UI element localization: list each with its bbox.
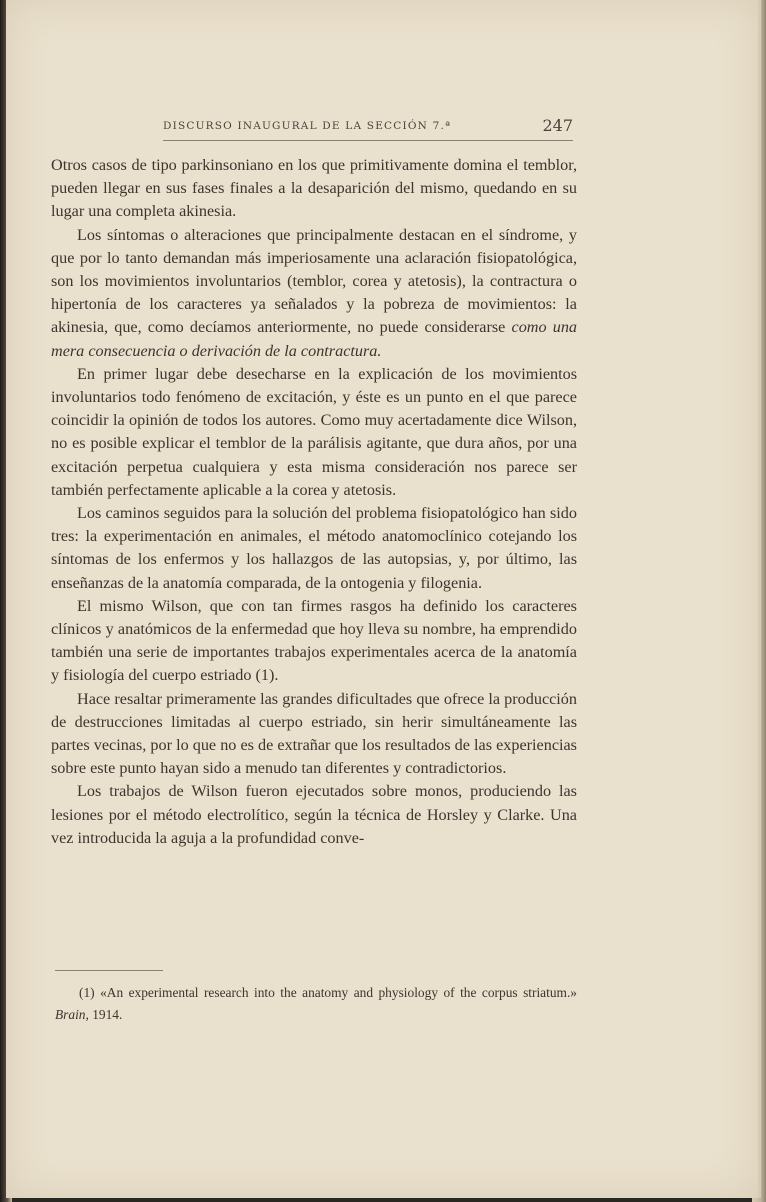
footnote-year: 1914. <box>92 1007 123 1022</box>
running-head: DISCURSO INAUGURAL DE LA SECCIÓN 7.ª <box>163 120 452 132</box>
paragraph-4: Los caminos seguidos para la solución del problema fisiopatológico han sido tres: la experimentación en animales, el método anatomoclínico cotejando los síntomas de los enfermos y los hallazgos de las autopsias, y, por último, las enseñanzas de la anatomía comparada, de la ontogenia y filogenia. <box>51 504 577 592</box>
header-rule <box>163 140 573 141</box>
page-header <box>163 116 573 138</box>
paragraph-5: El mismo Wilson, que con tan firmes rasgos ha definido los caracteres clínicos y anatómicos de la enfermedad que hoy lleva su nombre, ha emprendido también una serie de importantes trabajos experimentales acerca de la anatomía y fisiología del cuerpo estriado (1). <box>51 596 577 685</box>
paragraph-6: Hace resaltar primeramente las grandes dificultades que ofrece la producción de destrucciones limitadas al cuerpo estriado, sin herir simultáneamente las partes vecinas, por lo que no es de extrañar que los resultados de las experiencias sobre este punto hayan sido a menudo tan diferentes y contradictorios. <box>51 689 577 778</box>
footnote-rule <box>55 970 163 971</box>
footnote-text: (1) «An experimental research into the anatomy and physiology of the corpus striatum.» <box>79 985 577 1000</box>
footnote <box>55 982 577 1026</box>
paragraph-2 <box>51 224 577 363</box>
page-number: 247 <box>542 116 573 135</box>
paragraph-1: Otros casos de tipo parkinsoniano en los que primitivamente domina el temblor, pueden llegar en sus fases finales a la desaparición del mismo, quedando en su lugar una completa akinesia. <box>51 156 577 221</box>
paragraph-7: Los trabajos de Wilson fueron ejecutados sobre monos, produciendo las lesiones por el método electrolítico, según la técnica de Horsley y Clarke. Una vez introducida la aguja a la profundidad conve- <box>51 782 577 847</box>
body-text <box>51 154 577 850</box>
paragraph-2-text: Los síntomas o alteraciones que principalmente destacan en el síndrome, y que por lo tanto demandan más imperiosamente una aclaración fisiopatológica, son los movimientos involuntarios (temblor, corea y atetosis), la contractura o hipertonía de los caracteres ya señalados y la pobreza de movimientos: la akinesia, que, como decíamos anteriormente, no puede considerarse <box>51 225 577 337</box>
paragraph-2-italic: como una mera consecuencia o derivación de la contractura. <box>51 318 578 360</box>
paragraph-3: En primer lugar debe desecharse en la explicación de los movimientos involuntarios todo fenómeno de excitación, y éste es un punto en el que parece coincidir la opinión de todos los autores. Como muy acertadamente dice Wilson, no es posible explicar el temblor de la parálisis agitante, que dura años, por una excitación perpetua cualquiera y esta misma consideración nos parece ser también perfectamente aplicable a la corea y atetosis. <box>51 364 577 499</box>
footnote-journal: Brain, <box>55 1007 89 1022</box>
